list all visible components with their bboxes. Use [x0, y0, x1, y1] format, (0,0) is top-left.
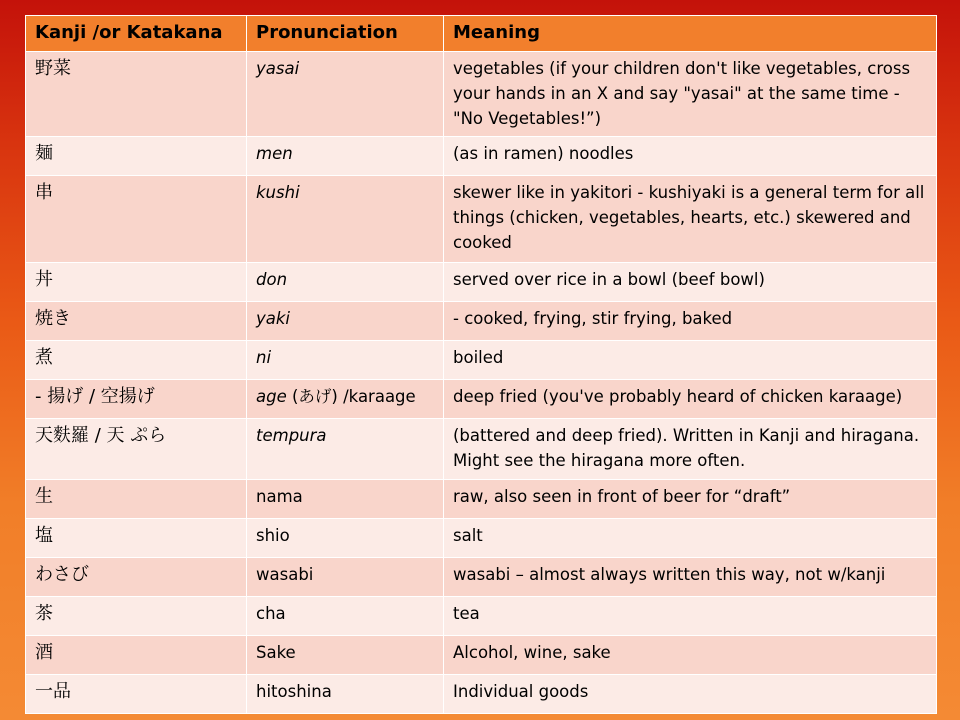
pronunciation-cell: hitoshina [247, 675, 444, 714]
table-header-row [26, 16, 937, 52]
header-kanji: Kanji /or Katakana [26, 16, 247, 52]
kanji-cell: 酒 [26, 636, 247, 675]
meaning-cell: deep fried (you've probably heard of chicken karaage) [444, 380, 937, 419]
meaning-cell: salt [444, 519, 937, 558]
pronunciation-cell: cha [247, 597, 444, 636]
header-meaning: Meaning [444, 16, 937, 52]
pronunciation-cell: yaki [247, 302, 444, 341]
pronunciation-plain-part: (あげ) /karaage [286, 387, 416, 406]
kanji-cell: - 揚げ / 空揚げ [26, 380, 247, 419]
pronunciation-cell: tempura [247, 419, 444, 480]
kanji-cell: 丼 [26, 263, 247, 302]
pronunciation-cell: Sake [247, 636, 444, 675]
pronunciation-cell: wasabi [247, 558, 444, 597]
meaning-cell: tea [444, 597, 937, 636]
meaning-cell: vegetables (if your children don't like vegetables, cross your hands in an X and say "yasai" at the same time - "No Vegetables!”) [444, 52, 937, 137]
vocabulary-table [25, 15, 937, 714]
table-row [26, 137, 937, 176]
table-row [26, 419, 937, 480]
meaning-cell: (battered and deep fried). Written in Kanji and hiragana. Might see the hiragana more often. [444, 419, 937, 480]
kanji-cell: 麺 [26, 137, 247, 176]
table-row [26, 176, 937, 263]
meaning-cell: Individual goods [444, 675, 937, 714]
pronunciation-cell: men [247, 137, 444, 176]
meaning-cell: wasabi – almost always written this way, not w/kanji [444, 558, 937, 597]
table-row [26, 636, 937, 675]
kanji-cell: 煮 [26, 341, 247, 380]
table-row [26, 52, 937, 137]
table-row [26, 519, 937, 558]
table-row [26, 675, 937, 714]
pronunciation-cell: nama [247, 480, 444, 519]
kanji-cell: 茶 [26, 597, 247, 636]
header-pronunciation: Pronunciation [247, 16, 444, 52]
kanji-cell: 焼き [26, 302, 247, 341]
pronunciation-cell [247, 380, 444, 419]
pronunciation-cell: kushi [247, 176, 444, 263]
kanji-cell: わさび [26, 558, 247, 597]
kanji-cell: 野菜 [26, 52, 247, 137]
kanji-cell: 天麩羅 / 天 ぷら [26, 419, 247, 480]
kanji-cell: 一品 [26, 675, 247, 714]
table-row [26, 480, 937, 519]
table-row [26, 263, 937, 302]
pronunciation-cell: yasai [247, 52, 444, 137]
pronunciation-cell: shio [247, 519, 444, 558]
table-row [26, 302, 937, 341]
meaning-cell: raw, also seen in front of beer for “draft” [444, 480, 937, 519]
table-row [26, 341, 937, 380]
kanji-cell: 塩 [26, 519, 247, 558]
kanji-cell: 生 [26, 480, 247, 519]
pronunciation-cell: don [247, 263, 444, 302]
pronunciation-italic-part: age [256, 387, 287, 406]
meaning-cell: skewer like in yakitori - kushiyaki is a general term for all things (chicken, vegetables, hearts, etc.) skewered and cooked [444, 176, 937, 263]
table-row [26, 597, 937, 636]
pronunciation-cell: ni [247, 341, 444, 380]
table-row [26, 380, 937, 419]
meaning-cell: boiled [444, 341, 937, 380]
table-row [26, 558, 937, 597]
kanji-cell: 串 [26, 176, 247, 263]
meaning-cell: served over rice in a bowl (beef bowl) [444, 263, 937, 302]
meaning-cell: (as in ramen) noodles [444, 137, 937, 176]
meaning-cell: - cooked, frying, stir frying, baked [444, 302, 937, 341]
meaning-cell: Alcohol, wine, sake [444, 636, 937, 675]
